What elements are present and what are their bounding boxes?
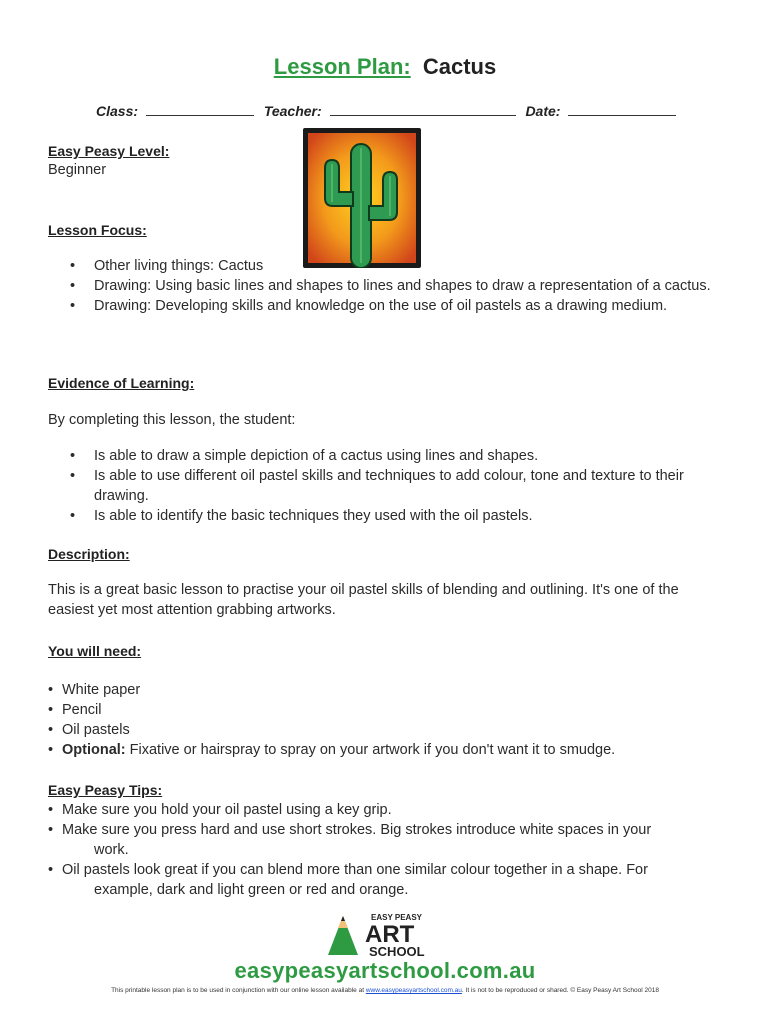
tip-text: Make sure you press hard and use short strokes. Big strokes introduce white spaces in your xyxy=(62,822,652,838)
description-heading: Description: xyxy=(48,546,130,562)
title-topic: Cactus xyxy=(422,54,497,79)
evidence-intro: By completing this lesson, the student: xyxy=(48,412,296,428)
tip-text: Oil pastels look great if you can blend more than one similar colour together in a shape. For xyxy=(62,862,648,878)
tips-heading: Easy Peasy Tips: xyxy=(48,782,163,798)
cactus-artwork-image xyxy=(303,128,421,268)
description-text: This is a great basic lesson to practise your oil pastel skills of blending and outlining. It's one of the easiest yet most attention grabbing artworks. xyxy=(48,582,679,618)
list-item: • Is able to draw a simple depiction of a cactus using lines and shapes. xyxy=(70,446,720,466)
info-row xyxy=(96,103,682,119)
list-item: • White paper xyxy=(48,680,728,700)
teacher-field[interactable] xyxy=(330,103,516,116)
tip-text: Make sure you hold your oil pastel using a key grip. xyxy=(62,802,392,818)
list-item: • Other living things: Cactus xyxy=(70,256,720,276)
list-item xyxy=(48,800,738,820)
evidence-heading: Evidence of Learning: xyxy=(48,375,195,391)
footer-copyright: . It is not to be reproduced or shared. © Easy Peasy Art School 2018 xyxy=(461,987,659,994)
tip-text-continued: example, dark and light green or red and orange. xyxy=(94,882,409,898)
list-item: • Oil pastels xyxy=(48,720,728,740)
list-item: • Drawing: Developing skills and knowledge on the use of oil pastels as a drawing medium. xyxy=(70,296,720,316)
footer-link[interactable]: www.easypeasyartschool.com.au xyxy=(365,987,462,994)
tips-list xyxy=(48,800,738,900)
level-value: Beginner xyxy=(48,162,107,178)
date-label: Date: xyxy=(525,103,561,119)
cactus-illustration xyxy=(303,128,421,268)
teacher-label: Teacher: xyxy=(263,103,322,119)
needs-heading: You will need: xyxy=(48,643,142,659)
list-item xyxy=(48,820,738,860)
level-heading: Easy Peasy Level: xyxy=(48,143,170,159)
list-item: • Is able to identify the basic techniques they used with the oil pastels. xyxy=(70,506,720,526)
class-label: Class: xyxy=(96,103,139,119)
logo-line3: SCHOOL xyxy=(369,944,425,959)
date-field[interactable] xyxy=(568,103,676,116)
optional-label: Optional: xyxy=(62,742,126,758)
needs-list xyxy=(48,680,728,760)
website-link[interactable]: easypeasyartschool.com.au xyxy=(234,958,536,983)
list-item: • Pencil xyxy=(48,700,728,720)
list-item-optional xyxy=(48,740,728,760)
focus-heading: Lesson Focus: xyxy=(48,222,147,238)
footer-text: This printable lesson plan is to be used in conjunction with our online lesson available at xyxy=(111,987,366,994)
class-field[interactable] xyxy=(146,103,254,116)
title-prefix: Lesson Plan: xyxy=(273,54,411,79)
optional-text: Fixative or hairspray to spray on your artwork if you don't want it to smudge. xyxy=(125,742,616,758)
evidence-list xyxy=(70,446,720,526)
footer-notice xyxy=(0,987,770,994)
list-item xyxy=(48,860,738,900)
focus-list xyxy=(70,256,720,316)
tip-text-continued: work. xyxy=(94,842,129,858)
list-item: • Drawing: Using basic lines and shapes to lines and shapes to draw a representation of a cactus. xyxy=(70,276,720,296)
logo-line1: EASY PEASY xyxy=(371,913,422,922)
list-item: • Is able to use different oil pastel skills and techniques to add colour, tone and texture to their drawing. xyxy=(70,466,720,506)
page-title xyxy=(0,54,770,80)
easy-peasy-art-school-logo xyxy=(325,910,445,960)
logo-line2: ART xyxy=(365,921,415,948)
